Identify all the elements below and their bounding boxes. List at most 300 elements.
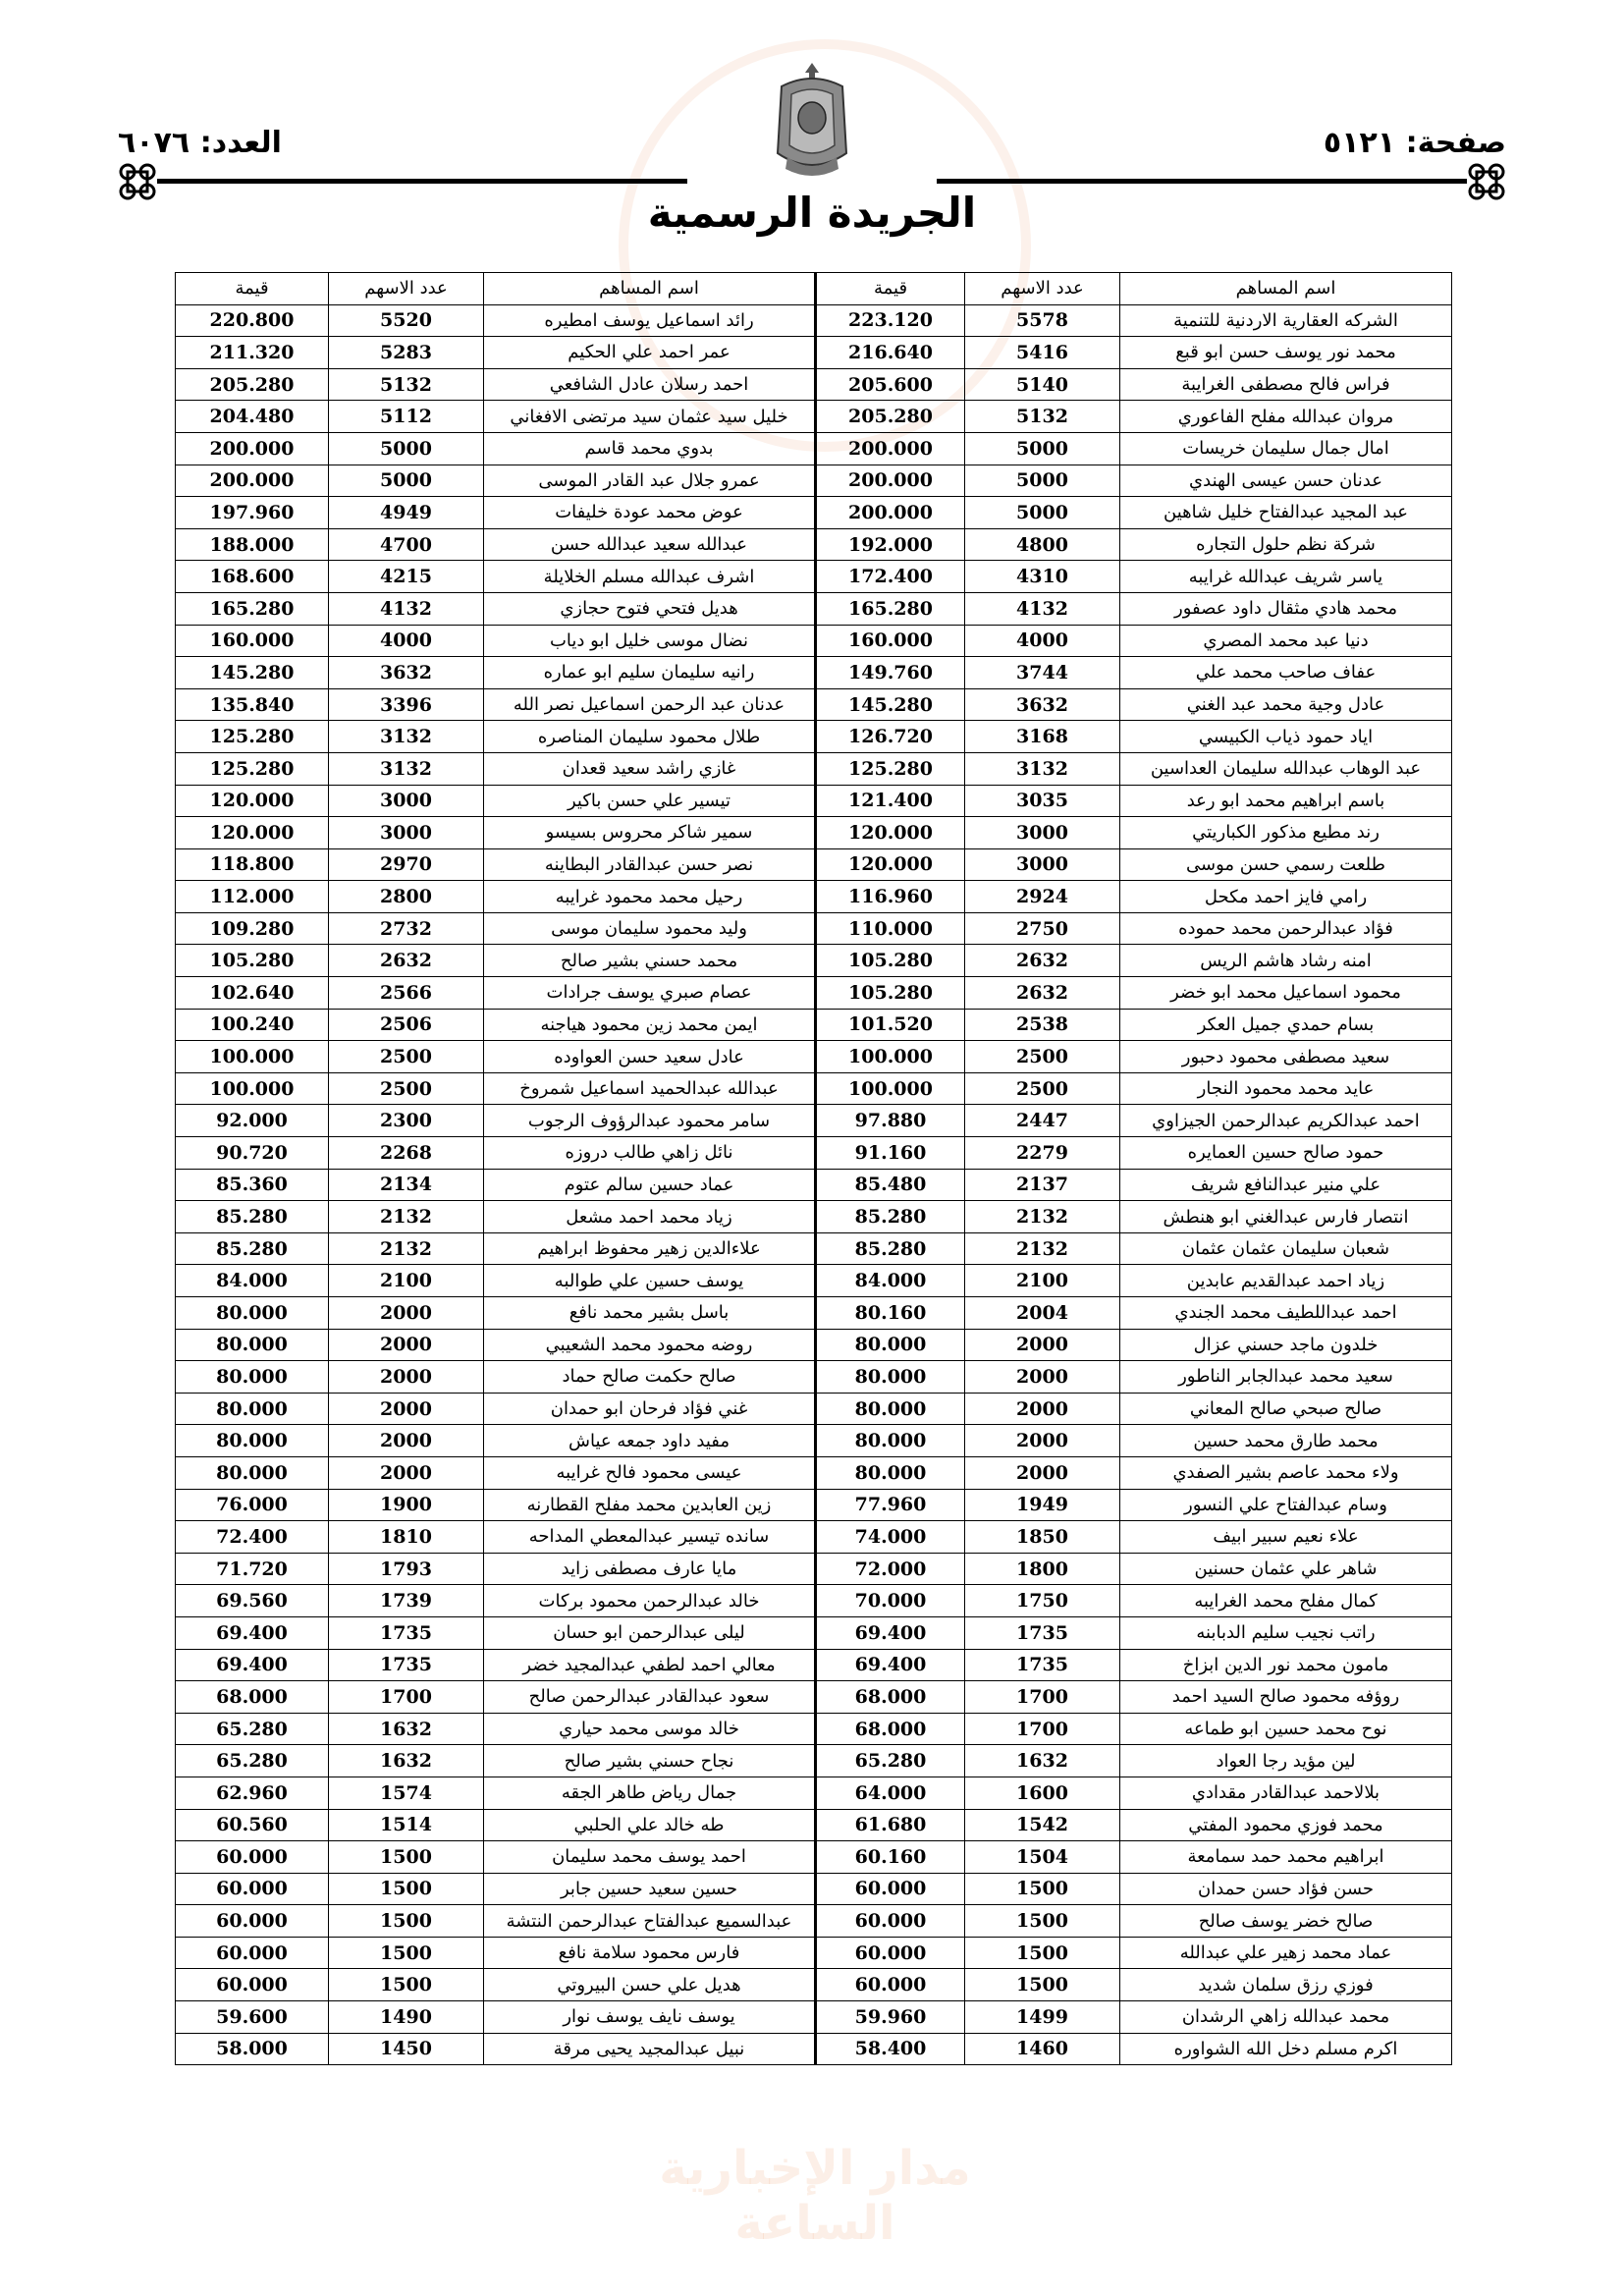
share-count-right: 2924 <box>965 881 1120 913</box>
shareholder-name-left: احمد يوسف محمد سليمان <box>484 1841 816 1874</box>
shareholder-name-right: امنه رشاد هاشم الريس <box>1120 945 1452 977</box>
share-value-right: 120.000 <box>816 817 965 849</box>
shareholder-name-right: فؤاد عبدالرحمن محمد حموده <box>1120 912 1452 945</box>
share-count-left: 2132 <box>329 1201 484 1233</box>
share-value-right: 200.000 <box>816 465 965 497</box>
share-count-right: 1800 <box>965 1553 1120 1585</box>
table-row <box>176 721 1452 753</box>
shareholder-name-left: يوسف حسين علي طوالبه <box>484 1265 816 1297</box>
shareholder-name-left: غازي راشد سعيد قعدان <box>484 752 816 785</box>
table-row <box>176 1649 1452 1681</box>
share-value-right: 60.000 <box>816 1905 965 1938</box>
share-value-right: 216.640 <box>816 337 965 369</box>
share-value-left: 145.280 <box>176 657 329 689</box>
share-count-right: 1500 <box>965 1873 1120 1905</box>
shareholder-name-right: مروان عبدالله مفلح الفاعوري <box>1120 401 1452 433</box>
share-value-right: 100.000 <box>816 1072 965 1105</box>
share-count-left: 2500 <box>329 1041 484 1073</box>
share-value-left: 92.000 <box>176 1105 329 1137</box>
share-value-left: 135.840 <box>176 688 329 721</box>
share-count-left: 2000 <box>329 1329 484 1361</box>
shareholder-name-left: عيسى محمود فالح غرايبه <box>484 1456 816 1489</box>
share-value-right: 65.280 <box>816 1745 965 1777</box>
share-count-right: 2500 <box>965 1072 1120 1105</box>
share-value-left: 60.000 <box>176 1841 329 1874</box>
shareholder-name-right: علي منير عبدالنافع شريف <box>1120 1169 1452 1201</box>
shareholder-name-left: عمر احمد علي الحكيم <box>484 337 816 369</box>
shareholder-name-right: عماد محمد زهير علي عبدالله <box>1120 1937 1452 1969</box>
share-value-left: 62.960 <box>176 1777 329 1809</box>
shareholder-name-right: محمد عبدالله زاهي الرشدان <box>1120 2001 1452 2034</box>
share-value-left: 58.000 <box>176 2033 329 2065</box>
share-value-right: 59.960 <box>816 2001 965 2034</box>
share-value-left: 69.400 <box>176 1616 329 1649</box>
shareholder-name-left: رحيل محمد محمود غرايبه <box>484 881 816 913</box>
share-count-right: 3168 <box>965 721 1120 753</box>
share-count-right: 1542 <box>965 1809 1120 1841</box>
shareholder-name-right: محمد طارق محمد حسين <box>1120 1425 1452 1457</box>
share-count-right: 2004 <box>965 1297 1120 1330</box>
share-count-left: 5000 <box>329 465 484 497</box>
share-value-left: 160.000 <box>176 625 329 657</box>
shareholder-name-left: غني فؤاد فرحان ابو حمدان <box>484 1393 816 1425</box>
shareholder-name-right: حمود صالح حسين العمايره <box>1120 1137 1452 1170</box>
shareholder-name-left: مفيد داود جمعه عياش <box>484 1425 816 1457</box>
share-value-right: 69.400 <box>816 1649 965 1681</box>
share-count-left: 5000 <box>329 432 484 465</box>
share-value-right: 85.280 <box>816 1201 965 1233</box>
shareholder-name-left: نائل زاهي طالب دروزه <box>484 1137 816 1170</box>
share-value-left: 112.000 <box>176 881 329 913</box>
share-value-right: 205.280 <box>816 401 965 433</box>
shareholder-name-left: عبدالسميع عبدالفتاح عبدالرحمن النتشة <box>484 1905 816 1938</box>
share-value-left: 211.320 <box>176 337 329 369</box>
shareholder-name-left: يوسف نايف يوسف نوار <box>484 2001 816 2034</box>
gazette-header <box>0 0 1624 255</box>
table-row <box>176 1553 1452 1585</box>
share-count-left: 1632 <box>329 1745 484 1777</box>
table-row <box>176 304 1452 337</box>
shareholder-name-right: راتب نجيب سليم الدبابنه <box>1120 1616 1452 1649</box>
shareholder-name-left: احمد رسلان عادل الشافعي <box>484 368 816 401</box>
table-row <box>176 1905 1452 1938</box>
share-count-left: 5520 <box>329 304 484 337</box>
shareholder-name-left: طه خالد علي الحلبي <box>484 1809 816 1841</box>
share-count-left: 2500 <box>329 1072 484 1105</box>
share-value-right: 205.600 <box>816 368 965 401</box>
table-row <box>176 401 1452 433</box>
share-count-right: 1949 <box>965 1489 1120 1521</box>
table-row <box>176 1713 1452 1745</box>
shareholder-name-right: محمد نور يوسف حسن ابو قبع <box>1120 337 1452 369</box>
share-value-right: 64.000 <box>816 1777 965 1809</box>
share-count-right: 5578 <box>965 304 1120 337</box>
share-value-left: 60.000 <box>176 1873 329 1905</box>
shareholder-name-left: حسين سعيد حسين جابر <box>484 1873 816 1905</box>
share-count-right: 2000 <box>965 1329 1120 1361</box>
share-value-left: 200.000 <box>176 432 329 465</box>
share-count-left: 2100 <box>329 1265 484 1297</box>
share-value-right: 165.280 <box>816 592 965 625</box>
share-count-left: 1500 <box>329 1969 484 2001</box>
table-row <box>176 1169 1452 1201</box>
share-value-left: 125.280 <box>176 721 329 753</box>
share-value-right: 85.280 <box>816 1232 965 1265</box>
shareholder-name-right: عادل وجية محمد عبد الغني <box>1120 688 1452 721</box>
table-row <box>176 561 1452 593</box>
share-value-right: 91.160 <box>816 1137 965 1170</box>
share-count-left: 1500 <box>329 1937 484 1969</box>
header-shares-left: عدد الاسهم <box>329 273 484 305</box>
share-value-right: 58.400 <box>816 2033 965 2065</box>
share-value-left: 197.960 <box>176 497 329 529</box>
share-value-right: 100.000 <box>816 1041 965 1073</box>
shareholder-name-left: هديل علي حسن البيروتي <box>484 1969 816 2001</box>
shareholder-name-left: عبدالله عبدالحميد اسماعيل شمروخ <box>484 1072 816 1105</box>
share-count-right: 4800 <box>965 528 1120 561</box>
share-count-right: 2137 <box>965 1169 1120 1201</box>
table-row <box>176 1456 1452 1489</box>
shareholder-name-left: هديل فتحي فتوح حجازي <box>484 592 816 625</box>
table-row <box>176 2001 1452 2034</box>
shareholder-name-left: تيسير علي حسن باكير <box>484 785 816 817</box>
share-value-right: 145.280 <box>816 688 965 721</box>
shareholder-name-right: صالح صبحي صالح المعاني <box>1120 1393 1452 1425</box>
shareholder-name-right: امال جمال سليمان خريسات <box>1120 432 1452 465</box>
table-header-row <box>176 273 1452 305</box>
share-count-right: 4310 <box>965 561 1120 593</box>
share-value-right: 120.000 <box>816 848 965 881</box>
share-count-right: 1500 <box>965 1905 1120 1938</box>
shareholder-name-left: ايمن محمد زين محمود هياجنه <box>484 1009 816 1041</box>
share-count-right: 5416 <box>965 337 1120 369</box>
share-count-left: 2000 <box>329 1297 484 1330</box>
share-count-left: 2300 <box>329 1105 484 1137</box>
share-count-left: 3396 <box>329 688 484 721</box>
share-count-left: 1500 <box>329 1905 484 1938</box>
share-count-left: 1700 <box>329 1681 484 1714</box>
table-row <box>176 1232 1452 1265</box>
table-row <box>176 1009 1452 1041</box>
share-count-right: 4000 <box>965 625 1120 657</box>
share-count-left: 2000 <box>329 1393 484 1425</box>
shareholder-name-left: عادل سعيد حسن العواوده <box>484 1041 816 1073</box>
share-count-right: 2750 <box>965 912 1120 945</box>
share-value-right: 80.000 <box>816 1425 965 1457</box>
share-value-left: 60.000 <box>176 1905 329 1938</box>
header-rule-right <box>937 179 1467 184</box>
share-value-right: 105.280 <box>816 945 965 977</box>
share-count-left: 2632 <box>329 945 484 977</box>
share-count-right: 2132 <box>965 1232 1120 1265</box>
share-value-left: 168.600 <box>176 561 329 593</box>
share-count-left: 3132 <box>329 721 484 753</box>
table-row <box>176 657 1452 689</box>
shareholder-name-left: نبيل عبدالمجيد يحيى مرقة <box>484 2033 816 2065</box>
shareholder-name-right: باسم ابراهيم محمد ابو رعد <box>1120 785 1452 817</box>
share-value-left: 100.240 <box>176 1009 329 1041</box>
shareholder-name-left: مايا عارف مصطفى زايد <box>484 1553 816 1585</box>
share-value-left: 100.000 <box>176 1041 329 1073</box>
share-count-right: 3035 <box>965 785 1120 817</box>
share-count-right: 1735 <box>965 1616 1120 1649</box>
share-value-right: 74.000 <box>816 1521 965 1554</box>
share-value-right: 121.400 <box>816 785 965 817</box>
share-count-left: 1490 <box>329 2001 484 2034</box>
share-count-left: 1632 <box>329 1713 484 1745</box>
share-count-right: 5140 <box>965 368 1120 401</box>
shareholder-name-right: عبد الوهاب عبدالله سليمان العداسين <box>1120 752 1452 785</box>
share-value-right: 70.000 <box>816 1585 965 1617</box>
shareholder-name-right: ولاء محمد عاصم بشير الصفدي <box>1120 1456 1452 1489</box>
shareholder-name-right: ياسر شريف عبدالله غرايبه <box>1120 561 1452 593</box>
share-count-right: 2100 <box>965 1265 1120 1297</box>
shareholder-name-right: انتصار فارس عبدالغني ابو هنطش <box>1120 1201 1452 1233</box>
shareholder-name-right: وسام عبدالفتاح علي النسور <box>1120 1489 1452 1521</box>
header-rule-left <box>157 179 687 184</box>
table-row <box>176 1489 1452 1521</box>
share-value-left: 85.280 <box>176 1232 329 1265</box>
table-row <box>176 1361 1452 1394</box>
share-value-right: 223.120 <box>816 304 965 337</box>
table-body <box>176 304 1452 2065</box>
share-count-left: 1500 <box>329 1873 484 1905</box>
table-row <box>176 1393 1452 1425</box>
shareholder-name-left: خليل سيد عثمان سيد مرتضى الافغاني <box>484 401 816 433</box>
share-value-right: 105.280 <box>816 977 965 1010</box>
shareholder-name-left: خالد موسى محمد حياري <box>484 1713 816 1745</box>
share-value-right: 68.000 <box>816 1681 965 1714</box>
share-value-right: 60.000 <box>816 1937 965 1969</box>
share-value-right: 116.960 <box>816 881 965 913</box>
table-row <box>176 1041 1452 1073</box>
shareholder-name-right: عايد محمد محمود النجار <box>1120 1072 1452 1105</box>
share-count-left: 1574 <box>329 1777 484 1809</box>
table-row <box>176 1521 1452 1554</box>
shareholder-name-right: شعبان سليمان عثمان عثمان <box>1120 1232 1452 1265</box>
shareholder-name-left: خالد عبدالرحمن محمود بركات <box>484 1585 816 1617</box>
share-count-right: 2000 <box>965 1425 1120 1457</box>
share-count-left: 1500 <box>329 1841 484 1874</box>
shareholder-name-right: اكرم مسلم دخل الله الشواوره <box>1120 2033 1452 2065</box>
shareholder-name-left: سعود عبدالقادر عبدالرحمن صالح <box>484 1681 816 1714</box>
share-value-right: 110.000 <box>816 912 965 945</box>
shareholder-name-left: سمير شاكر محروس بسيسو <box>484 817 816 849</box>
shareholder-name-left: معالي احمد لطفي عبدالمجيد خضر <box>484 1649 816 1681</box>
share-count-right: 1600 <box>965 1777 1120 1809</box>
shareholder-name-right: سعيد محمد عبدالجابر الناطور <box>1120 1361 1452 1394</box>
shareholder-name-left: ليلى عبدالرحمن ابو حسان <box>484 1616 816 1649</box>
page-number: صفحة: ٥١٢١ <box>1323 126 1506 160</box>
share-count-right: 2538 <box>965 1009 1120 1041</box>
table-row <box>176 368 1452 401</box>
shareholder-name-right: زياد احمد عبدالقديم عابدين <box>1120 1265 1452 1297</box>
share-value-left: 80.000 <box>176 1329 329 1361</box>
share-value-right: 80.000 <box>816 1329 965 1361</box>
shareholders-table <box>175 272 1452 2065</box>
shareholder-name-right: عدنان حسن عيسى الهندي <box>1120 465 1452 497</box>
share-count-right: 1735 <box>965 1649 1120 1681</box>
share-value-left: 100.000 <box>176 1072 329 1105</box>
shareholder-name-right: فوزي رزق سلمان شديد <box>1120 1969 1452 2001</box>
header-name-left: اسم المساهم <box>484 273 816 305</box>
shareholder-name-left: وليد محمود سليمان موسى <box>484 912 816 945</box>
shareholder-name-right: صالح خضر يوسف صالح <box>1120 1905 1452 1938</box>
share-count-left: 5112 <box>329 401 484 433</box>
shareholder-name-left: بدوي محمد قاسم <box>484 432 816 465</box>
shareholder-name-left: نضال موسى خليل ابو دياب <box>484 625 816 657</box>
share-count-right: 1500 <box>965 1937 1120 1969</box>
table-row <box>176 1137 1452 1170</box>
share-value-left: 120.000 <box>176 817 329 849</box>
shareholder-name-right: رامي فايز احمد مكحل <box>1120 881 1452 913</box>
share-count-right: 3000 <box>965 817 1120 849</box>
shareholder-name-left: عماد حسين سالم عتوم <box>484 1169 816 1201</box>
share-count-right: 3000 <box>965 848 1120 881</box>
share-value-left: 102.640 <box>176 977 329 1010</box>
share-count-left: 2132 <box>329 1232 484 1265</box>
shareholder-name-left: عوض محمد عودة خليفات <box>484 497 816 529</box>
share-count-right: 3132 <box>965 752 1120 785</box>
gazette-title: الجريدة الرسمية <box>647 189 977 237</box>
share-value-left: 65.280 <box>176 1745 329 1777</box>
share-count-right: 2000 <box>965 1393 1120 1425</box>
shareholder-name-right: بسام حمدي جميل العكر <box>1120 1009 1452 1041</box>
shareholder-name-right: ابراهيم محمد حمد سمامعة <box>1120 1841 1452 1874</box>
share-count-left: 2000 <box>329 1456 484 1489</box>
share-count-right: 1499 <box>965 2001 1120 2034</box>
table-row <box>176 1745 1452 1777</box>
share-count-right: 2632 <box>965 945 1120 977</box>
share-count-left: 2134 <box>329 1169 484 1201</box>
share-count-right: 1700 <box>965 1713 1120 1745</box>
shareholder-name-right: لين مؤيد رجا العواد <box>1120 1745 1452 1777</box>
watermark-line-3: الساعة <box>734 2196 895 2251</box>
shareholder-name-left: زياد محمد احمد مشعل <box>484 1201 816 1233</box>
shareholder-name-right: حسن فؤاد حسن حمدان <box>1120 1873 1452 1905</box>
share-value-left: 69.400 <box>176 1649 329 1681</box>
shareholder-name-left: طلال محمود سليمان المناصره <box>484 721 816 753</box>
share-count-left: 1735 <box>329 1649 484 1681</box>
share-count-left: 1900 <box>329 1489 484 1521</box>
table-row <box>176 688 1452 721</box>
share-value-right: 60.160 <box>816 1841 965 1874</box>
share-count-left: 3132 <box>329 752 484 785</box>
share-value-left: 68.000 <box>176 1681 329 1714</box>
share-count-left: 2970 <box>329 848 484 881</box>
share-count-left: 1793 <box>329 1553 484 1585</box>
table-row <box>176 528 1452 561</box>
shareholder-name-left: صالح حكمت صالح حماد <box>484 1361 816 1394</box>
share-value-right: 200.000 <box>816 432 965 465</box>
share-count-left: 5283 <box>329 337 484 369</box>
shareholder-name-left: اشرف عبدالله مسلم الخلايلة <box>484 561 816 593</box>
share-count-left: 1514 <box>329 1809 484 1841</box>
shareholder-name-right: اياد حمود ذياب الكبيسي <box>1120 721 1452 753</box>
share-value-left: 80.000 <box>176 1425 329 1457</box>
shareholder-name-left: روضه محمود محمد الشعيبي <box>484 1329 816 1361</box>
table-row <box>176 1809 1452 1841</box>
share-value-right: 200.000 <box>816 497 965 529</box>
share-value-left: 220.800 <box>176 304 329 337</box>
shareholder-name-left: نجاح حسني بشير صالح <box>484 1745 816 1777</box>
share-value-right: 125.280 <box>816 752 965 785</box>
table-row <box>176 1873 1452 1905</box>
share-count-left: 1735 <box>329 1616 484 1649</box>
share-count-left: 2506 <box>329 1009 484 1041</box>
table-row <box>176 1265 1452 1297</box>
share-count-right: 1700 <box>965 1681 1120 1714</box>
share-value-left: 200.000 <box>176 465 329 497</box>
share-count-right: 5000 <box>965 497 1120 529</box>
share-value-left: 59.600 <box>176 2001 329 2034</box>
share-count-right: 1750 <box>965 1585 1120 1617</box>
shareholder-name-right: روؤفه محمود صالح السيد احمد <box>1120 1681 1452 1714</box>
shareholder-name-left: نصر حسن عبدالقادر البطاينه <box>484 848 816 881</box>
table-row <box>176 432 1452 465</box>
table-row <box>176 1969 1452 2001</box>
share-value-right: 84.000 <box>816 1265 965 1297</box>
share-count-right: 2500 <box>965 1041 1120 1073</box>
share-count-left: 4132 <box>329 592 484 625</box>
shareholder-name-left: رانيه سليمان سليم ابو عماره <box>484 657 816 689</box>
table-row <box>176 1425 1452 1457</box>
share-count-left: 3632 <box>329 657 484 689</box>
share-count-left: 1450 <box>329 2033 484 2065</box>
share-value-right: 160.000 <box>816 625 965 657</box>
share-value-right: 172.400 <box>816 561 965 593</box>
table-row <box>176 1616 1452 1649</box>
table-row <box>176 1585 1452 1617</box>
share-value-left: 109.280 <box>176 912 329 945</box>
table-row <box>176 1201 1452 1233</box>
watermark-line-1: مدار <box>871 2141 971 2196</box>
shareholder-name-left: محمد حسني بشير صالح <box>484 945 816 977</box>
share-count-right: 1504 <box>965 1841 1120 1874</box>
share-value-left: 188.000 <box>176 528 329 561</box>
issue-number: العدد: ٦٠٧٦ <box>118 126 282 160</box>
shareholder-name-left: زين العابدين محمد مفلح القطارنه <box>484 1489 816 1521</box>
share-count-right: 2447 <box>965 1105 1120 1137</box>
coat-of-arms-icon <box>768 59 856 182</box>
share-count-left: 4700 <box>329 528 484 561</box>
header-value-left: قيمة <box>176 273 329 305</box>
share-count-right: 4132 <box>965 592 1120 625</box>
table-row <box>176 1105 1452 1137</box>
shareholder-name-left: فارس محمود سلامة نافع <box>484 1937 816 1969</box>
header-name-right: اسم المساهم <box>1120 273 1452 305</box>
share-value-right: 126.720 <box>816 721 965 753</box>
share-value-right: 60.000 <box>816 1969 965 2001</box>
share-count-left: 2566 <box>329 977 484 1010</box>
share-value-left: 60.560 <box>176 1809 329 1841</box>
table-row <box>176 848 1452 881</box>
shareholder-name-right: كمال مفلح محمد الغرايبه <box>1120 1585 1452 1617</box>
share-count-left: 2732 <box>329 912 484 945</box>
share-value-left: 80.000 <box>176 1393 329 1425</box>
table-row <box>176 2033 1452 2065</box>
table-row <box>176 1841 1452 1874</box>
shareholder-name-right: بلالاحمد عبدالقادر مقدادي <box>1120 1777 1452 1809</box>
share-count-left: 1739 <box>329 1585 484 1617</box>
share-value-right: 101.520 <box>816 1009 965 1041</box>
table-row <box>176 1937 1452 1969</box>
table-row <box>176 1777 1452 1809</box>
share-value-left: 60.000 <box>176 1969 329 2001</box>
shareholder-name-left: رائد اسماعيل يوسف امطيره <box>484 304 816 337</box>
share-value-left: 90.720 <box>176 1137 329 1170</box>
table-row <box>176 817 1452 849</box>
